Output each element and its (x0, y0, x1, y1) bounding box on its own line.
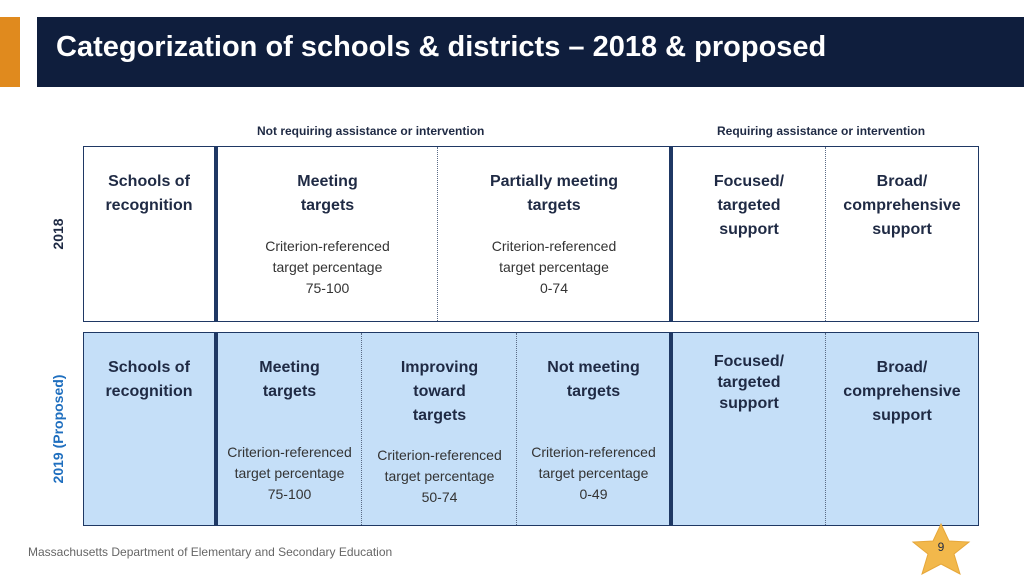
group-label-requiring: Requiring assistance or intervention (717, 124, 926, 138)
row-label-2019: 2019 (Proposed) (50, 374, 66, 484)
cell-heading: Meeting targets (259, 359, 320, 400)
cell-heading: Focused/ targeted support (713, 173, 785, 238)
cell-heading: Broad/ comprehensive support (843, 359, 961, 424)
cell-criterion: Criterion-referenced target percentage 0-49 (531, 444, 656, 502)
accent-bar (0, 17, 20, 87)
cell-heading: Focused/ targeted support (713, 353, 785, 412)
cell-partially-meeting-targets (439, 170, 669, 299)
cell-schools-of-recognition (84, 356, 214, 404)
cell-broad-comprehensive-support (827, 170, 977, 242)
cell-not-meeting-targets (518, 356, 669, 505)
cell-focused-targeted-support (673, 170, 825, 242)
row-2018 (83, 146, 979, 322)
divider-dotted (516, 333, 517, 525)
cell-criterion: Criterion-referenced target percentage 50-74 (377, 447, 502, 505)
cell-heading: Schools of recognition (105, 359, 193, 400)
cell-criterion: Criterion-referenced target percentage 75-100 (265, 238, 390, 296)
row-label-2018: 2018 (50, 218, 66, 250)
cell-heading: Broad/ comprehensive support (843, 173, 961, 238)
cell-criterion: Criterion-referenced target percentage 0-74 (491, 238, 617, 296)
cell-meeting-targets (218, 170, 437, 299)
cell-broad-comprehensive-support (827, 356, 977, 428)
divider-dotted (361, 333, 362, 525)
cell-criterion: Criterion-referenced target percentage 75-100 (227, 444, 352, 502)
cell-heading: Partially meeting targets (489, 173, 619, 214)
footer-organization: Massachusetts Department of Elementary and Secondary Education (28, 545, 393, 559)
cell-meeting-targets (218, 356, 361, 505)
page-title: Categorization of schools & districts – 2018 & proposed (56, 31, 827, 63)
row-2019-proposed (83, 332, 979, 526)
divider-dotted (825, 147, 826, 321)
cell-improving-toward-targets (363, 356, 516, 508)
divider-dotted (437, 147, 438, 321)
divider-dotted (825, 333, 826, 525)
cell-heading: Not meeting targets (547, 359, 640, 400)
page-number: 9 (937, 540, 945, 554)
group-label-not-requiring: Not requiring assistance or intervention (257, 124, 485, 138)
cell-heading: Meeting targets (297, 173, 358, 214)
title-bar (37, 17, 1024, 87)
cell-heading: Schools of recognition (105, 173, 193, 214)
cell-heading: Improving toward targets (400, 359, 479, 424)
cell-focused-targeted-support (673, 351, 825, 414)
cell-schools-of-recognition (84, 170, 214, 218)
